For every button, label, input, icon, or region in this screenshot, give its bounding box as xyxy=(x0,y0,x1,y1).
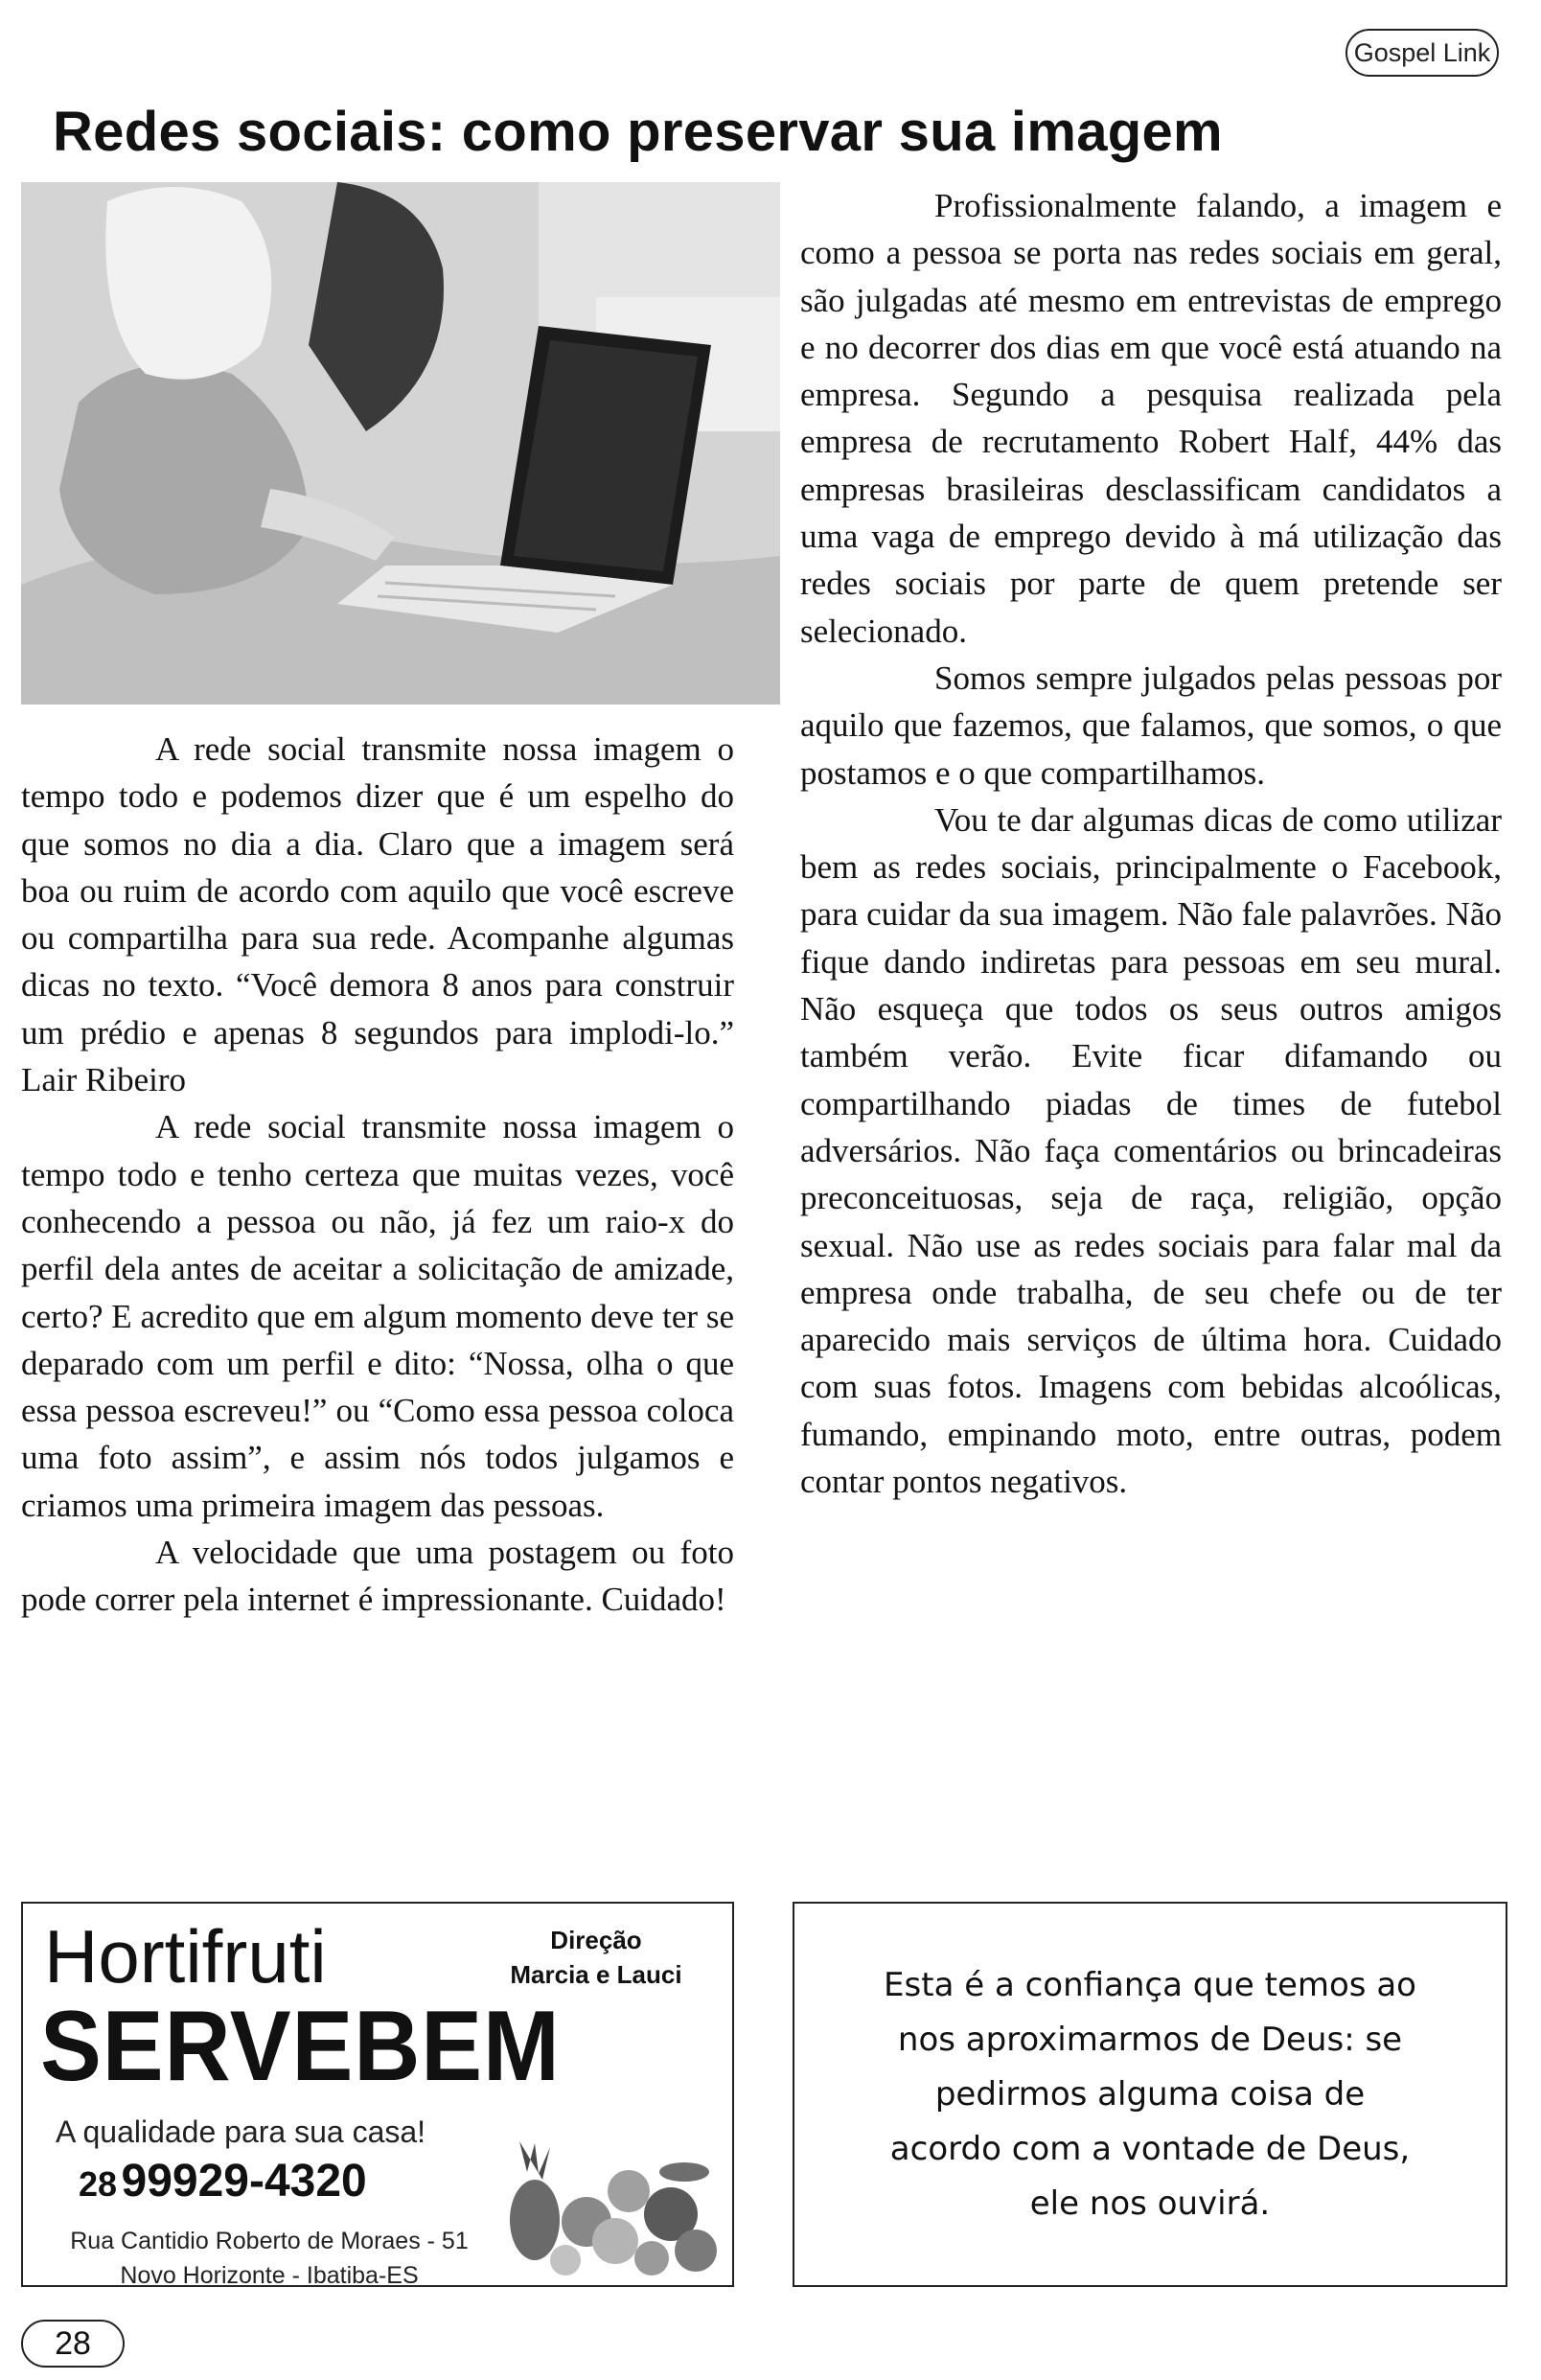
bible-verse xyxy=(843,1958,1457,2231)
paragraph: A velocidade que uma postagem ou foto pode correr pela internet é impressionante. Cuidado! xyxy=(21,1534,734,1619)
paragraph: A rede social transmite nossa imagem o tempo todo e tenho certeza que muitas vezes, você conhecendo a pessoa ou não, já fez um raio-x do perfil dela antes de aceitar a solicitação de amizade, certo? E acredito que em algum momento deve ter se deparado com um perfil e dito: “Nossa, olha o que essa pessoa escreveu!” ou “Como essa pessoa coloca uma foto assim”, e assim nós todos julgamos e criamos uma primeira imagem das pessoas. xyxy=(21,1108,734,1524)
paragraph: Profissionalmente falando, a imagem e como a pessoa se porta nas redes sociais em geral, são julgadas até mesmo em entrevistas de emprego e no decorrer dos dias em que você está atuando na empresa. Segundo a pesquisa realizada pela empresa de recrutamento Robert Half, 44% das empresas brasileiras desclassificam candidatos a uma vaga de emprego devido à má utilização das redes sociais por parte de quem pretende ser selecionado. xyxy=(800,187,1502,650)
gospel-link-logo: Gospel Link xyxy=(1346,29,1499,77)
verse-line: nos aproximarmos de Deus: se xyxy=(897,2020,1403,2059)
ad-address-line: Rua Cantidio Roberto de Moraes - 51 xyxy=(70,2228,469,2254)
ad-direction-names: Marcia e Lauci xyxy=(510,1960,682,1989)
ad-slogan: A qualidade para sua casa! xyxy=(56,2114,426,2149)
ad-address xyxy=(44,2224,494,2293)
ad-direction xyxy=(481,1923,711,1992)
ad-direction-label: Direção xyxy=(550,1926,642,1954)
verse-line: pedirmos alguma coisa de xyxy=(934,2074,1366,2114)
paragraph: Vou te dar algumas dicas de como utilizar bem as redes sociais, principalmente o Facebook, para cuidar da sua imagem. Não fale palavrões. Não fique dando indiretas para pessoas em seu mural. Não esqueça que todos os seus outros amigos também verão. Evite ficar difamando ou compartilhando piadas de times de futebol adversários. Não faça comentários ou brincadeiras preconceituosas, seja de raça, religião, opção sexual. Não use as redes sociais para falar mal da empresa onde trabalha, de seu chefe ou de ter aparecido mais serviços de última hora. Cuidado com suas fotos. Imagens com bebidas alcoólicas, fumando, empinando moto, entre outras, podem contar pontos negativos. xyxy=(800,800,1502,1501)
paragraph: A rede social transmite nossa imagem o tempo todo e podemos dizer que é um espelho do que somos no dia a dia. Claro que a imagem será boa ou ruim de acordo com aquilo que você escreve ou compartilha para sua rede. Acompanhe algumas dicas no texto. “Você demora 8 anos para construir um prédio e apenas 8 segundos para implodi-lo.” Lair Ribeiro xyxy=(21,730,734,1099)
article-right-column xyxy=(800,182,1502,1505)
woman-with-laptop-photo xyxy=(21,182,780,705)
hortifruti-advertisement xyxy=(21,1902,734,2287)
ad-phone xyxy=(79,2155,367,2207)
ad-address-line: Novo Horizonte - Ibatiba-ES xyxy=(120,2262,419,2289)
page-title: Redes sociais: como preservar sua imagem xyxy=(53,101,1223,163)
ad-brand: Hortifruti xyxy=(44,1914,327,1999)
page-number: 28 xyxy=(21,2320,125,2368)
article-left-column xyxy=(21,726,734,1624)
ad-area-code: 28 xyxy=(79,2164,118,2204)
ad-store-name: SERVEBEM xyxy=(40,1991,561,2102)
verse-line: ele nos ouvirá. xyxy=(1029,2184,1271,2223)
fruit-basket-image xyxy=(493,2134,723,2277)
paragraph: Somos sempre julgados pelas pessoas por aquilo que fazemos, que falamos, que somos, o que postamos e o que compartilhamos. xyxy=(800,659,1502,792)
bible-verse-box xyxy=(793,1902,1507,2287)
verse-line: Esta é a confiança que temos ao xyxy=(884,1965,1416,2004)
ad-phone-number: 99929-4320 xyxy=(121,2156,367,2207)
verse-line: acordo com a vontade de Deus, xyxy=(889,2129,1411,2168)
